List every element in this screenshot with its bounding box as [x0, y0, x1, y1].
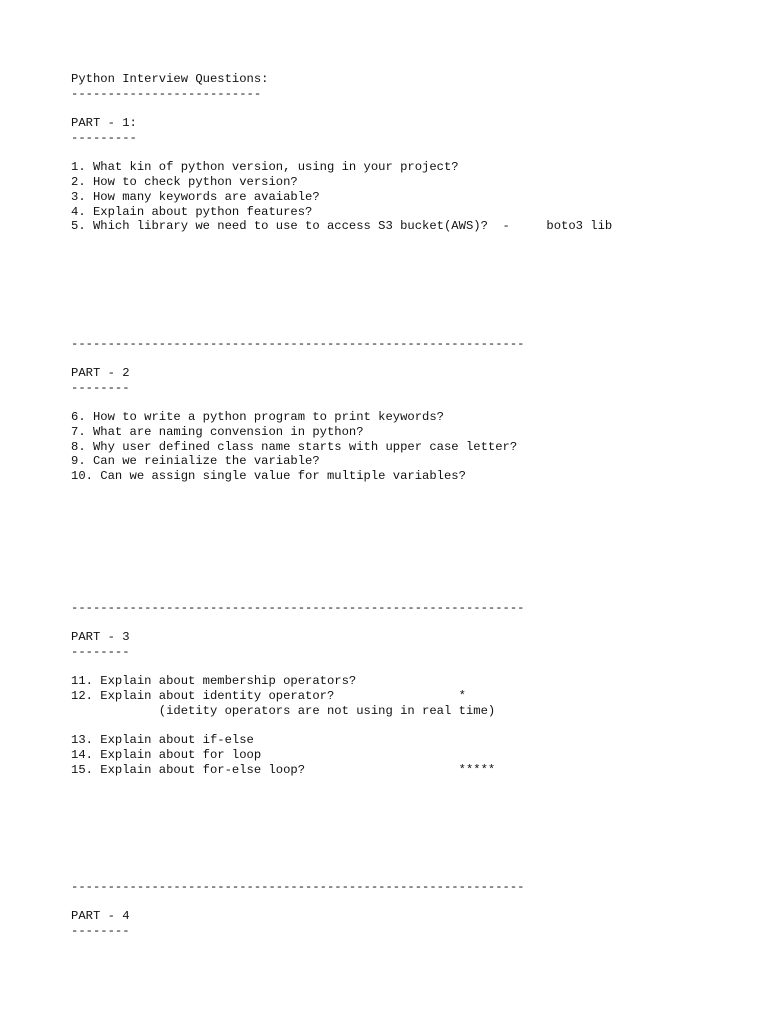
question-8: 8. Why user defined class name starts with upper case letter?: [71, 440, 518, 454]
question-14: 14. Explain about for loop: [71, 748, 262, 762]
question-11: 11. Explain about membership operators?: [71, 674, 357, 688]
part-2-underline: --------: [71, 381, 130, 395]
question-1: 1. What kin of python version, using in your project?: [71, 160, 459, 174]
question-5: 5. Which library we need to use to access S3 bucket(AWS)? - boto3 lib: [71, 219, 613, 233]
question-10: 10. Can we assign single value for multiple variables?: [71, 469, 466, 483]
section-separator-1: --------------------------------------------------------------: [71, 337, 525, 351]
part-2-heading: PART - 2: [71, 366, 130, 380]
part-1-underline: ---------: [71, 131, 137, 145]
section-separator-3: --------------------------------------------------------------: [71, 880, 525, 894]
question-9: 9. Can we reinialize the variable?: [71, 454, 320, 468]
question-12-note: (idetity operators are not using in real time): [71, 704, 496, 718]
question-3: 3. How many keywords are avaiable?: [71, 190, 320, 204]
part-1-heading: PART - 1:: [71, 116, 137, 130]
question-2: 2. How to check python version?: [71, 175, 298, 189]
question-4: 4. Explain about python features?: [71, 205, 313, 219]
question-13: 13. Explain about if-else: [71, 733, 254, 747]
question-7: 7. What are naming convension in python?: [71, 425, 364, 439]
document-title: Python Interview Questions:: [71, 72, 269, 86]
part-4-heading: PART - 4: [71, 909, 130, 923]
section-separator-2: --------------------------------------------------------------: [71, 601, 525, 615]
question-15: 15. Explain about for-else loop? *****: [71, 763, 496, 777]
part-4-underline: --------: [71, 924, 130, 938]
question-6: 6. How to write a python program to print keywords?: [71, 410, 444, 424]
part-3-heading: PART - 3: [71, 630, 130, 644]
question-12: 12. Explain about identity operator? *: [71, 689, 466, 703]
part-3-underline: --------: [71, 645, 130, 659]
title-underline: --------------------------: [71, 87, 262, 101]
